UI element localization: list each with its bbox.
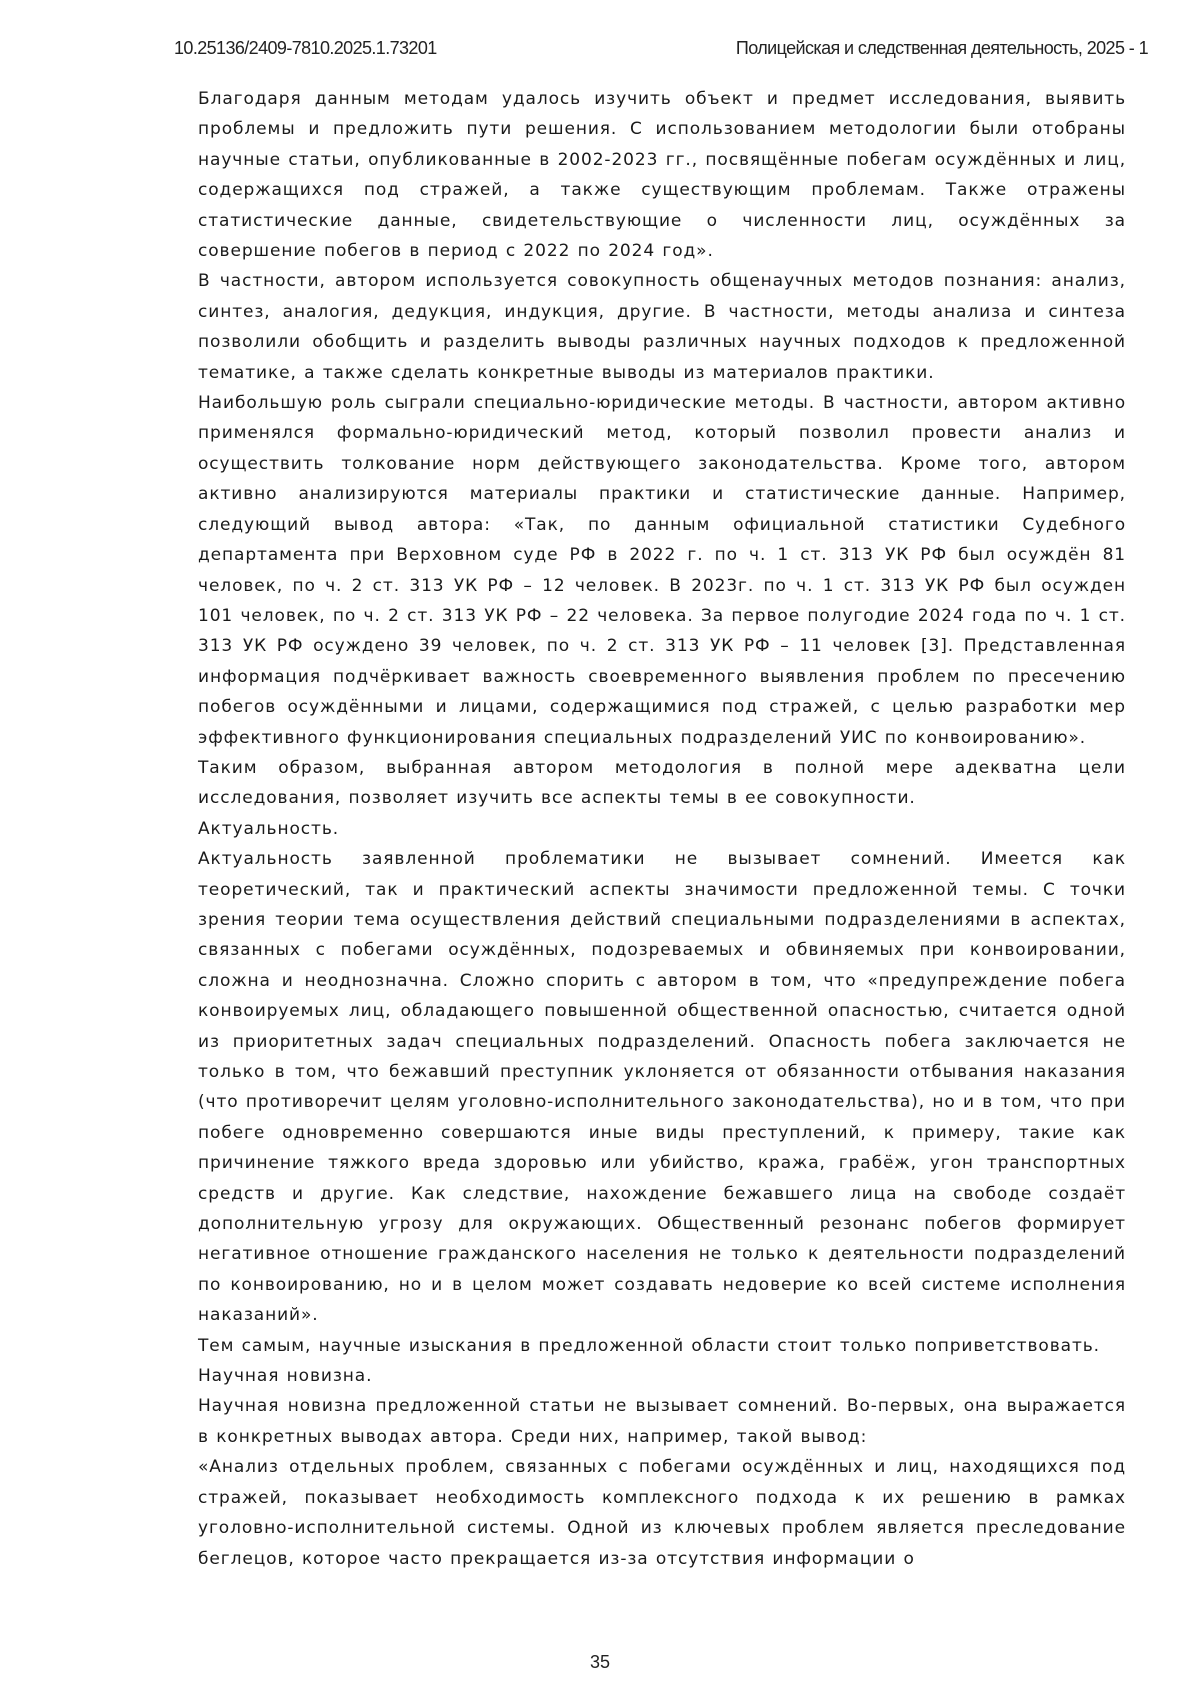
page xyxy=(0,0,1200,1698)
page-number: 35 xyxy=(0,1652,1200,1673)
heading-relevance: Актуальность. xyxy=(198,814,1126,844)
paragraph-legal-methods: Наибольшую роль сыграли специально-юридические методы. В частности, автором активно применялся формально-юридический метод, который позволил провести анализ и осуществить толкование норм действующего законодательства. Кроме того, автором активно анализируются материалы практики и статистические данные. Например, следующий вывод автора: «Так, по данным официальной статистики Судебного департамента при Верховном суде РФ в 2022 г. по ч. 1 ст. 313 УК РФ был осуждён 81 человек, по ч. 2 ст. 313 УК РФ – 12 человек. В 2023г. по ч. 1 ст. 313 УК РФ был осужден 101 человек, по ч. 2 ст. 313 УК РФ – 22 человека. За первое полугодие 2024 года по ч. 1 ст. 313 УК РФ осуждено 39 человек, по ч. 2 ст. 313 УК РФ – 11 человек [3]. Представленная информация подчёркивает важность своевременного выявления проблем по пресечению побегов осуждёнными и лицами, содержащимися под стражей, с целью разработки мер эффективного функционирования специальных подразделений УИС по конвоированию». xyxy=(198,388,1126,753)
running-header xyxy=(174,38,1148,62)
paragraph-methods-results: Благодаря данным методам удалось изучить объект и предмет исследования, выявить проблемы и предложить пути решения. С использованием методологии были отобраны научные статьи, опубликованные в 2002-2023 гг., посвящённые побегам осуждённых и лиц, содержащихся под стражей, а также существующим проблемам. Также отражены статистические данные, свидетельствующие о численности лиц, осуждённых за совершение побегов в период с 2022 по 2024 год». xyxy=(198,84,1126,266)
paragraph-quote-analysis: «Анализ отдельных проблем, связанных с побегами осуждённых и лиц, находящихся под стражей, показывает необходимость комплексного подхода к их решению в рамках уголовно-исполнительной системы. Одной из ключевых проблем является преследование беглецов, которое часто прекращается из-за отсутствия информации о xyxy=(198,1452,1126,1574)
doi-label: 10.25136/2409-7810.2025.1.73201 xyxy=(174,38,437,59)
heading-novelty: Научная новизна. xyxy=(198,1361,1126,1391)
paragraph-welcome: Тем самым, научные изыскания в предложенной области стоит только поприветствовать. xyxy=(198,1331,1126,1361)
paragraph-novelty: Научная новизна предложенной статьи не вызывает сомнений. Во-первых, она выражается в конкретных выводах автора. Среди них, например, такой вывод: xyxy=(198,1391,1126,1452)
journal-title: Полицейская и следственная деятельность, 2025 - 1 xyxy=(736,38,1148,59)
paragraph-relevance: Актуальность заявленной проблематики не вызывает сомнений. Имеется как теоретический, так и практический аспекты значимости предложенной темы. С точки зрения теории тема осуществления действий специальными подразделениями в аспектах, связанных с побегами осуждённых, подозреваемых и обвиняемых при конвоировании, сложна и неоднозначна. Сложно спорить с автором в том, что «предупреждение побега конвоируемых лиц, обладающего повышенной общественной опасностью, считается одной из приоритетных задач специальных подразделений. Опасность побега заключается не только в том, что бежавший преступник уклоняется от обязанности отбывания наказания (что противоречит целям уголовно-исполнительного законодательства), но и в том, что при побеге одновременно совершаются иные виды преступлений, к примеру, такие как причинение тяжкого вреда здоровью или убийство, кража, грабёж, угон транспортных средств и другие. Как следствие, нахождение бежавшего лица на свободе создаёт дополнительную угрозу для окружающих. Общественный резонанс побегов формирует негативное отношение гражданского населения не только к деятельности подразделений по конвоированию, но и в целом может создавать недоверие ко всей системе исполнения наказаний». xyxy=(198,844,1126,1331)
paragraph-general-methods: В частности, автором используется совокупность общенаучных методов познания: анализ, синтез, аналогия, дедукция, индукция, другие. В частности, методы анализа и синтеза позволили обобщить и разделить выводы различных научных подходов к предложенной тематике, а также сделать конкретные выводы из материалов практики. xyxy=(198,266,1126,388)
article-body xyxy=(198,84,1126,1574)
paragraph-methodology-conclusion: Таким образом, выбранная автором методология в полной мере адекватна цели исследования, позволяет изучить все аспекты темы в ее совокупности. xyxy=(198,753,1126,814)
